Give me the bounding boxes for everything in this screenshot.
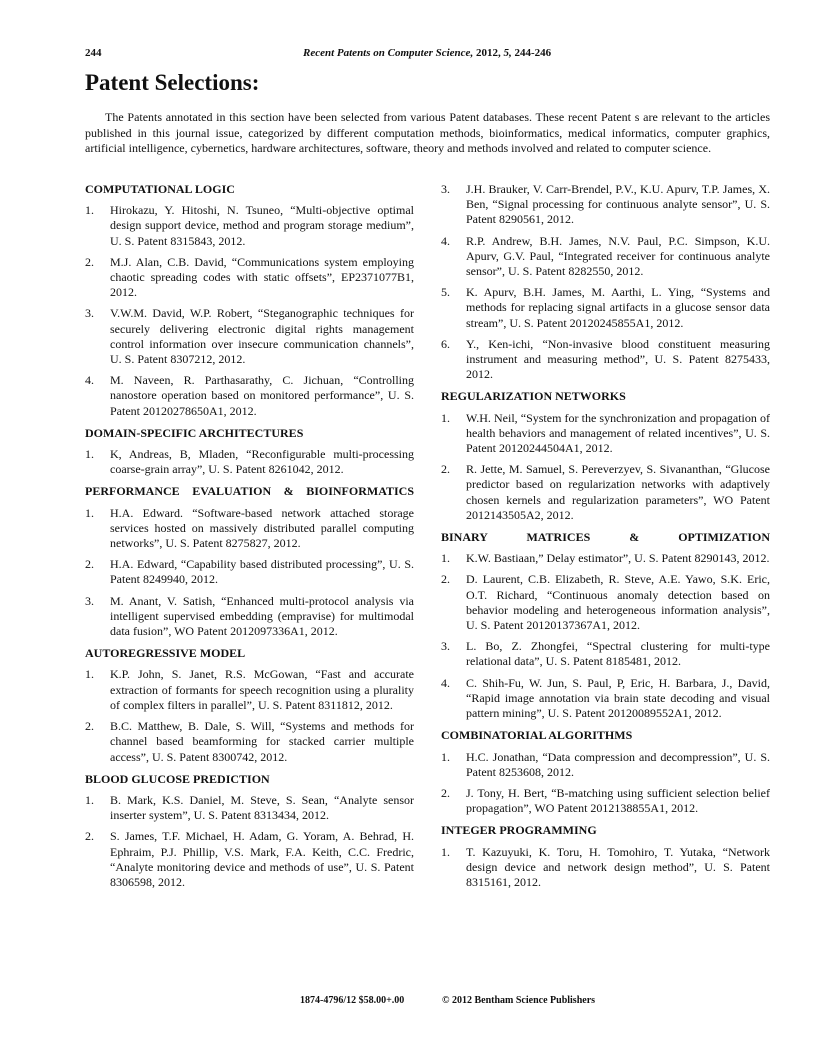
entry-citation: V.W.M. David, W.P. Robert, “Steganographic techniques for securely delivering electronic digital rights management control information over insecure communication channels”, U. S. Patent 8307212, 2012. xyxy=(110,306,414,367)
journal-volume: 5, xyxy=(503,47,512,59)
patent-entry xyxy=(85,594,414,640)
entry-citation: B.C. Matthew, B. Dale, S. Will, “Systems and methods for channel based beamforming for stacked carrier multiple access”, U. S. Patent 8300742, 2012. xyxy=(110,719,414,764)
patent-entry xyxy=(441,234,770,280)
patent-entry xyxy=(441,285,770,331)
entry-number: 2. xyxy=(85,254,94,269)
patent-section xyxy=(441,389,770,523)
patent-entry xyxy=(85,306,414,367)
entry-citation: H.A. Edward. “Software-based network attached storage services hosted on massively distributed parallel computing networks”, U. S. Patent 8275827, 2012. xyxy=(110,505,414,551)
entry-number: 1. xyxy=(85,667,94,682)
journal-page xyxy=(85,0,770,1056)
section-heading: BINARY MATRICES & OPTIMIZATION xyxy=(441,530,770,545)
journal-citation xyxy=(303,47,551,59)
entry-number: 2. xyxy=(85,557,94,572)
patent-entry xyxy=(441,337,770,383)
patent-section xyxy=(441,182,770,382)
entry-number: 2. xyxy=(85,719,94,734)
entry-number: 2. xyxy=(85,829,94,844)
entry-number: 3. xyxy=(441,182,450,196)
patent-section xyxy=(85,772,414,890)
entry-number: 1. xyxy=(441,551,450,566)
patent-section xyxy=(85,484,414,639)
patent-entry xyxy=(441,639,770,669)
page-number: 244 xyxy=(85,47,102,59)
patent-entry xyxy=(441,786,770,816)
entry-citation: M.J. Alan, C.B. David, “Communications system employing chaotic spreading codes with static offsets”, EP2371077B1, 2012. xyxy=(110,254,414,300)
patent-section xyxy=(85,182,414,419)
entry-citation: M. Naveen, R. Parthasarathy, C. Jichuan, “Controlling nanostore operation based on monitored performance”, U. S. Patent 20120278650A1, 2012. xyxy=(110,373,414,418)
patent-entry xyxy=(441,182,770,228)
entry-number: 1. xyxy=(85,447,94,462)
section-heading: PERFORMANCE EVALUATION & BIOINFORMATICS xyxy=(85,484,414,499)
entry-citation: K.P. John, S. Janet, R.S. McGowan, “Fast and accurate extraction of formants for speech recognition using a plurality of complex filters in parallel”, U. S. Patent 8311812, 2012. xyxy=(110,667,414,712)
patent-section xyxy=(441,530,770,721)
journal-year: 2012, xyxy=(475,47,501,59)
patent-entry xyxy=(441,750,770,780)
patent-section xyxy=(85,426,414,478)
journal-name: Recent Patents on Computer Science, xyxy=(303,47,474,59)
entry-number: 6. xyxy=(441,336,450,351)
intro-paragraph: The Patents annotated in this section have been selected from various Patent databases. These recent Patent s are relevant to the articles published in this journal issue, categorized by different computation methods, bioinformatics, medical informatics, computer graphics, artificial intelligence, cybernetics, hardware architectures, software, theory and methods involved and related to computer science. xyxy=(85,110,770,155)
entry-citation: W.H. Neil, “System for the synchronization and propagation of health behaviors and management of related incentives”, U. S. Patent 20120244504A1, 2012. xyxy=(466,410,770,456)
entry-citation: J.H. Brauker, V. Carr-Brendel, P.V., K.U. Apurv, T.P. James, X. Ben, “Signal processing for continuous analyte sensor”, U. S. Patent 8290561, 2012. xyxy=(466,182,770,227)
patent-entry xyxy=(441,411,770,457)
entry-number: 3. xyxy=(85,306,94,321)
entry-citation: M. Anant, V. Satish, “Enhanced multi-protocol analysis via intelligent supervised embedding (empravise) for multimodal data fusion”, WO Patent 2012097336A1, 2012. xyxy=(110,593,414,639)
section-heading: REGULARIZATION NETWORKS xyxy=(441,389,626,404)
entry-number: 2. xyxy=(441,462,450,477)
patent-entry xyxy=(85,793,414,823)
entry-citation: K.W. Bastiaan,” Delay estimator”, U. S. Patent 8290143, 2012. xyxy=(466,551,770,566)
entry-number: 4. xyxy=(441,233,450,248)
entry-citation: C. Shih-Fu, W. Jun, S. Paul, P, Eric, H. Barbara, J., David, “Rapid image annotation via brain state decoding and visual pattern mining”, U. S. Patent 20120089552A1, 2012. xyxy=(466,675,770,721)
entry-citation: T. Kazuyuki, K. Toru, H. Tomohiro, T. Yutaka, “Network design device and network design method”, U. S. Patent 8315161, 2012. xyxy=(466,844,770,889)
entry-citation: H.A. Edward, “Capability based distributed processing”, U. S. Patent 8249940, 2012. xyxy=(110,557,414,587)
journal-pages: 244-246 xyxy=(514,47,552,59)
entry-number: 2. xyxy=(441,572,450,587)
patent-entry xyxy=(85,667,414,713)
page-title: Patent Selections: xyxy=(85,70,260,95)
entry-citation: K. Apurv, B.H. James, M. Aarthi, L. Ying, “Systems and methods for replacing signal artifacts in a glucose sensor data stream”, U. S. Patent 20120245855A1, 2012. xyxy=(466,285,770,330)
patent-entry xyxy=(85,203,414,249)
entry-number: 4. xyxy=(441,675,450,690)
entry-number: 1. xyxy=(85,505,94,520)
entry-citation: K, Andreas, B, Mladen, “Reconfigurable multi-processing coarse-grain array”, U. S. Patent 8261042, 2012. xyxy=(110,447,414,477)
right-column xyxy=(441,182,770,897)
entry-citation: Hirokazu, Y. Hitoshi, N. Tsuneo, “Multi-objective optimal design support device, method and program storage medium”, U. S. Patent 8315843, 2012. xyxy=(110,203,414,248)
entry-citation: Y., Ken-ichi, “Non-invasive blood constituent measuring instrument and measuring method”, U. S. Patent 8275433, 2012. xyxy=(466,336,770,382)
section-heading: COMBINATORIAL ALGORITHMS xyxy=(441,728,633,743)
copyright: © 2012 Bentham Science Publishers xyxy=(442,995,596,1006)
patent-section xyxy=(441,728,770,816)
patent-entry xyxy=(441,676,770,722)
entry-number: 4. xyxy=(85,373,94,388)
patent-entry xyxy=(85,829,414,890)
entry-number: 5. xyxy=(441,285,450,300)
patent-entry xyxy=(441,551,770,566)
entry-citation: S. James, T.F. Michael, H. Adam, G. Yoram, A. Behrad, H. Ephraim, P.J. Phillip, V.S. Mark, F.A. Keith, C.C. Fredric, “Analyte monitoring device and methods of use”, U. S. Patent 8306598, 2012. xyxy=(110,829,414,889)
entry-number: 1. xyxy=(441,844,450,859)
section-heading: BLOOD GLUCOSE PREDICTION xyxy=(85,771,270,786)
patent-entry xyxy=(441,572,770,633)
entry-number: 1. xyxy=(441,410,450,425)
patent-section xyxy=(441,823,770,890)
entry-number: 1. xyxy=(441,749,450,764)
patent-entry xyxy=(85,255,414,301)
patent-entry xyxy=(85,557,414,587)
patent-entry xyxy=(441,845,770,891)
entry-citation: L. Bo, Z. Zhongfei, “Spectral clustering for multi-type relational data”, U. S. Patent 8185481, 2012. xyxy=(466,639,770,669)
entry-citation: D. Laurent, C.B. Elizabeth, R. Steve, A.E. Yawo, S.K. Eric, O.T. Richard, “Continuous anomaly detection based on behavior modeling and heterogeneous information analysis”, U. S. Patent 20120137367A1, 2012. xyxy=(466,572,770,633)
entry-number: 2. xyxy=(441,785,450,800)
entry-citation: H.C. Jonathan, “Data compression and decompression”, U. S. Patent 8253608, 2012. xyxy=(466,749,770,779)
entry-number: 1. xyxy=(85,203,94,218)
patent-entry xyxy=(85,506,414,552)
left-column xyxy=(85,182,414,897)
patent-entry xyxy=(441,462,770,523)
issn-price: 1874-4796/12 $58.00+.00 xyxy=(300,995,405,1006)
patent-entry xyxy=(85,447,414,477)
entry-number: 3. xyxy=(85,593,94,608)
entry-citation: B. Mark, K.S. Daniel, M. Steve, S. Sean, “Analyte sensor inserter system”, U. S. Patent 8313434, 2012. xyxy=(110,792,414,823)
entry-citation: J. Tony, H. Bert, “B-matching using sufficient selection belief propagation”, WO Patent 2012138855A1, 2012. xyxy=(466,785,770,816)
entry-citation: R. Jette, M. Samuel, S. Pereverzyev, S. Sivananthan, “Glucose predictor based on regularization networks with adaptively chosen kernels and regularization parameters”, WO Patent 2012143505A2, 2012. xyxy=(466,462,770,522)
patent-entry xyxy=(85,373,414,419)
entry-number: 1. xyxy=(85,792,94,807)
entry-number: 3. xyxy=(441,639,450,654)
patent-entry xyxy=(85,719,414,765)
section-heading: INTEGER PROGRAMMING xyxy=(441,823,597,838)
entry-citation: R.P. Andrew, B.H. James, N.V. Paul, P.C. Simpson, K.U. Apurv, G.V. Paul, “Integrated receiver for continuous analyte sensor”, U. S. Patent 8282550, 2012. xyxy=(466,233,770,279)
section-heading: COMPUTATIONAL LOGIC xyxy=(85,182,235,196)
patent-section xyxy=(85,646,414,764)
section-heading: AUTOREGRESSIVE MODEL xyxy=(85,646,246,661)
section-heading: DOMAIN-SPECIFIC ARCHITECTURES xyxy=(85,425,304,440)
